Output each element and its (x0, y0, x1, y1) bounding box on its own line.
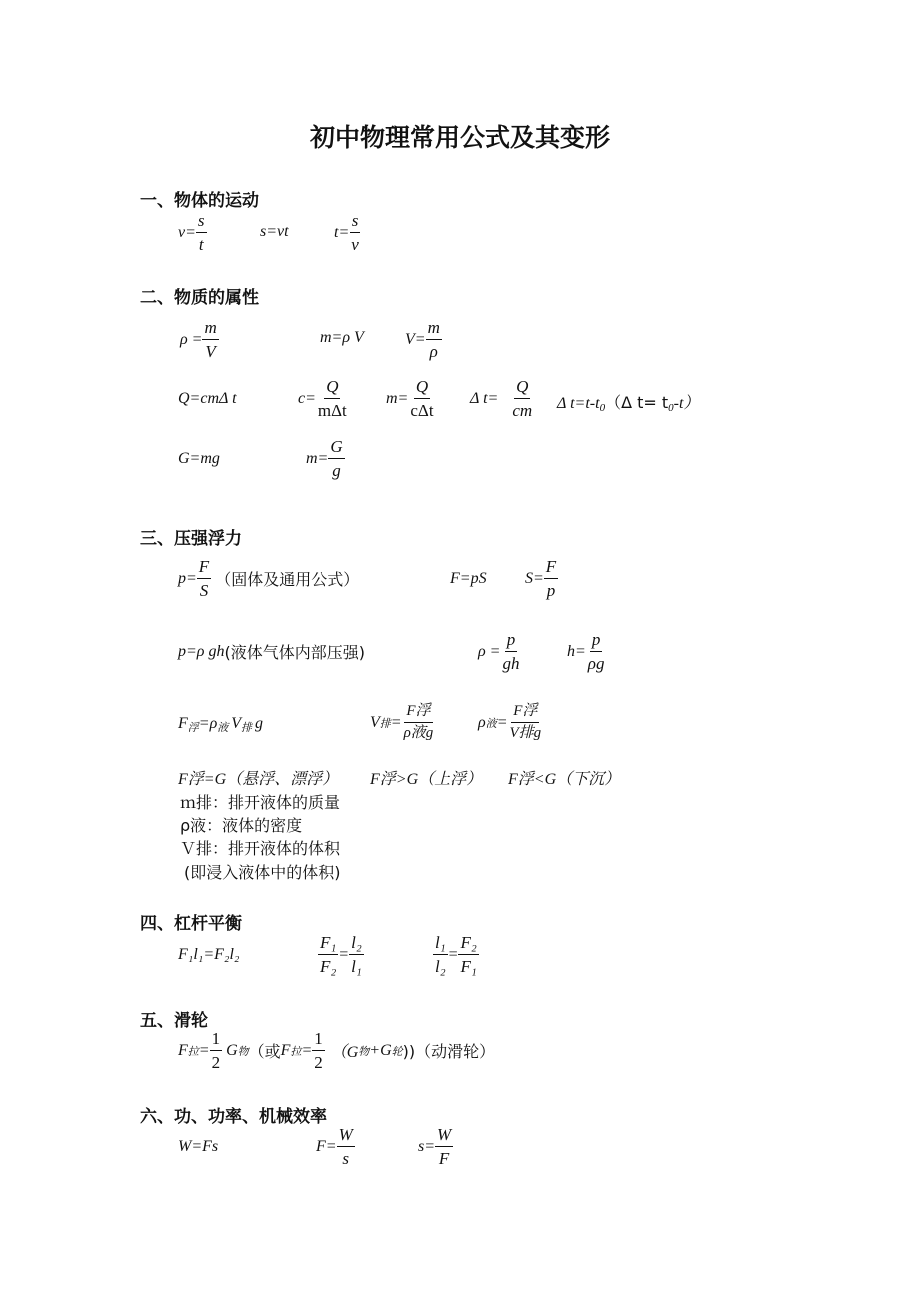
denominator: v (351, 234, 359, 254)
formula-specific-heat (298, 378, 349, 420)
formula-lhs: v= (178, 223, 196, 241)
formula-float-condition-sink: F浮<G（下沉） (508, 771, 621, 788)
formula-buoyancy (178, 715, 263, 735)
note-displaced-volume: Ｖ排：排开液体的体积 (180, 839, 341, 858)
subscript: 拉 (187, 1045, 199, 1058)
numerator: 1 (210, 1030, 223, 1051)
denominator: F (438, 1148, 450, 1168)
formula-lhs: F= (316, 1137, 337, 1155)
subscript: 0 (599, 402, 606, 414)
fraction (433, 934, 448, 976)
formula-lhs: m= (306, 449, 329, 467)
formula-lhs: V (370, 713, 380, 731)
section-heading-motion: 一、物体的运动 (140, 191, 259, 211)
pulley-force: F (178, 1041, 188, 1059)
formula-lever-ratio-force (318, 934, 364, 976)
formula-distance-work (418, 1126, 453, 1168)
denominator: cΔt (410, 400, 434, 420)
denominator: 2 (314, 1052, 323, 1072)
denominator: V排g (509, 724, 542, 741)
note-immersed-volume: (即浸入液体中的体积) (184, 863, 341, 882)
formula-lhs: s= (418, 1137, 436, 1155)
formula-mass-heat (386, 378, 436, 420)
fraction (586, 631, 607, 673)
buoyancy-force: F (178, 715, 188, 732)
numerator: l₁ (433, 934, 448, 955)
pulley-close: ))（动滑轮） (402, 1042, 496, 1062)
formula-lhs: ρ (478, 713, 486, 731)
numerator: p (505, 631, 518, 652)
denominator: F₁ (460, 956, 477, 976)
numerator: F浮 (511, 704, 539, 723)
fraction (510, 378, 534, 420)
subscript: 排 (241, 722, 253, 734)
pulley-weight: G (226, 1041, 238, 1059)
numerator: G (328, 438, 344, 459)
equals-sign: = (338, 945, 350, 963)
formula-lhs: m= (386, 389, 409, 407)
numerator: F (544, 558, 558, 579)
formula-density (180, 319, 219, 361)
formula-pressure (178, 558, 359, 600)
equals-sign: = (496, 713, 508, 731)
denominator: ρ液g (403, 724, 434, 741)
denominator: gh (502, 653, 520, 673)
formula-force-pressure: F=pS (450, 570, 487, 587)
numerator: m (202, 319, 218, 340)
formula-lhs: h= (567, 642, 586, 660)
formula-lhs: ρ = (478, 642, 501, 660)
pulley-force: F (280, 1041, 291, 1059)
formula-volume (405, 319, 442, 361)
fraction (507, 704, 543, 742)
subscript: 拉 (290, 1045, 302, 1058)
denominator: cm (512, 400, 533, 420)
subscript: 0 (668, 402, 674, 414)
section-heading-pulley: 五、滑轮 (140, 1011, 208, 1031)
numerator: p (590, 631, 603, 652)
fraction (349, 212, 361, 254)
formula-lhs: c= (298, 389, 316, 407)
formula-weight: G=mg (178, 450, 220, 467)
denominator: ρg (587, 653, 605, 673)
fraction (318, 934, 338, 976)
formula-depth (567, 631, 606, 673)
subscript: 轮 (391, 1045, 403, 1058)
numerator: s (196, 212, 207, 233)
denominator: S (199, 580, 209, 600)
section-heading-work: 六、功、功率、机械效率 (140, 1107, 327, 1127)
fraction (196, 212, 207, 254)
numerator: s (350, 212, 361, 233)
fraction (426, 319, 442, 361)
equals-sign: = (447, 945, 459, 963)
denominator: l₁ (351, 956, 362, 976)
subscript: 物 (237, 1045, 249, 1058)
formula-pulley (178, 1030, 495, 1072)
numerator: m (426, 319, 442, 340)
fraction (349, 934, 364, 976)
formula-float-condition-suspend: F浮=G（悬浮、漂浮） (178, 771, 339, 788)
subscript: 物 (358, 1045, 370, 1058)
note-displaced-mass: ｍ排：排开液体的质量 (180, 793, 341, 812)
pressure-note: （固体及通用公式） (215, 570, 360, 590)
formula-liquid-pressure (178, 640, 365, 663)
subscript: 液 (217, 722, 229, 734)
liquid-pressure-note: (液体气体内部压强) (224, 643, 365, 662)
formula-lhs: t= (334, 223, 350, 241)
fraction (312, 1030, 325, 1072)
pulley-paren-open: （G (330, 1044, 359, 1062)
formula-time (334, 212, 361, 254)
formula-displaced-volume (370, 704, 435, 742)
section-heading-pressure: 三、压强浮力 (140, 529, 242, 549)
denominator: p (546, 580, 556, 600)
formula-text: p=ρ gh (178, 642, 225, 660)
fraction (210, 1030, 223, 1072)
pulley-or: （或 (248, 1042, 281, 1062)
denominator: V (205, 341, 216, 361)
formula-lhs: ρ = (180, 330, 203, 348)
formula-mass-density: m=ρ V (320, 329, 364, 346)
formula-force-work (316, 1126, 355, 1168)
formula-float-condition-rise: F浮>G（上浮） (370, 771, 483, 788)
denominator: g (332, 460, 341, 480)
section-heading-matter: 二、物质的属性 (140, 288, 259, 308)
formula-lever: F₁l₁=F₂l₂ (178, 946, 240, 963)
subscript: 浮 (187, 722, 199, 734)
fraction (202, 319, 218, 361)
formula-lhs: S= (525, 569, 544, 587)
fraction (328, 438, 344, 480)
formula-heat: Q=cmΔ t (178, 390, 237, 407)
numerator: F浮 (404, 704, 432, 723)
fraction (458, 934, 478, 976)
formula-work: W=Fs (178, 1138, 219, 1155)
numerator: F₁ (318, 934, 338, 955)
denominator: mΔt (317, 400, 347, 420)
numerator: W (337, 1126, 355, 1147)
fraction (197, 558, 211, 600)
numerator: Q (514, 378, 530, 399)
section-heading-lever: 四、杠杆平衡 (140, 914, 242, 934)
formula-distance: s=vt (260, 223, 289, 240)
temp-def-text: Δ t=t-t (557, 395, 600, 412)
numerator: F (197, 558, 211, 579)
buoyancy-equals-rho: =ρ (198, 715, 218, 732)
denominator: s (342, 1148, 349, 1168)
equals-sign: = (390, 713, 402, 731)
denominator: 2 (211, 1052, 221, 1072)
numerator: Q (414, 378, 430, 399)
subscript: 排 (379, 717, 391, 730)
fraction (544, 558, 558, 600)
subscript: 液 (485, 717, 497, 730)
formula-area (525, 558, 558, 600)
buoyancy-volume: V (231, 715, 242, 732)
formula-lever-ratio-arm (433, 934, 479, 976)
formula-mass-weight (306, 438, 345, 480)
pulley-plus: +G (369, 1041, 392, 1059)
equals-sign: = (198, 1041, 210, 1059)
numerator: W (435, 1126, 453, 1147)
denominator: t (198, 234, 204, 254)
temp-alt-close: -t） (673, 395, 700, 412)
denominator: l₂ (435, 956, 446, 976)
formula-lhs: Δ t= (470, 389, 499, 407)
page-title: 初中物理常用公式及其变形 (309, 123, 610, 152)
equals-sign: = (301, 1041, 313, 1059)
formula-density-pressure (478, 631, 521, 673)
fraction (435, 1126, 453, 1168)
fraction (316, 378, 349, 420)
denominator: ρ (429, 341, 438, 361)
fraction (337, 1126, 355, 1168)
formula-temp-def (557, 390, 699, 414)
fraction (408, 378, 435, 420)
numerator: 1 (312, 1030, 325, 1051)
formula-speed (178, 212, 207, 254)
formula-temp-change (470, 378, 534, 420)
temp-alt-open: （Δ t= t (605, 393, 669, 412)
numerator: Q (324, 378, 340, 399)
formula-lhs: V= (405, 330, 426, 348)
numerator: F₂ (458, 934, 478, 955)
formula-lhs: p= (178, 569, 197, 587)
note-liquid-density: ρ液：液体的密度 (180, 816, 303, 835)
numerator: l₂ (349, 934, 364, 955)
fraction (500, 631, 521, 673)
fraction (402, 704, 436, 742)
buoyancy-g: g (255, 715, 264, 732)
formula-liquid-density (478, 704, 543, 742)
denominator: F₂ (320, 956, 337, 976)
